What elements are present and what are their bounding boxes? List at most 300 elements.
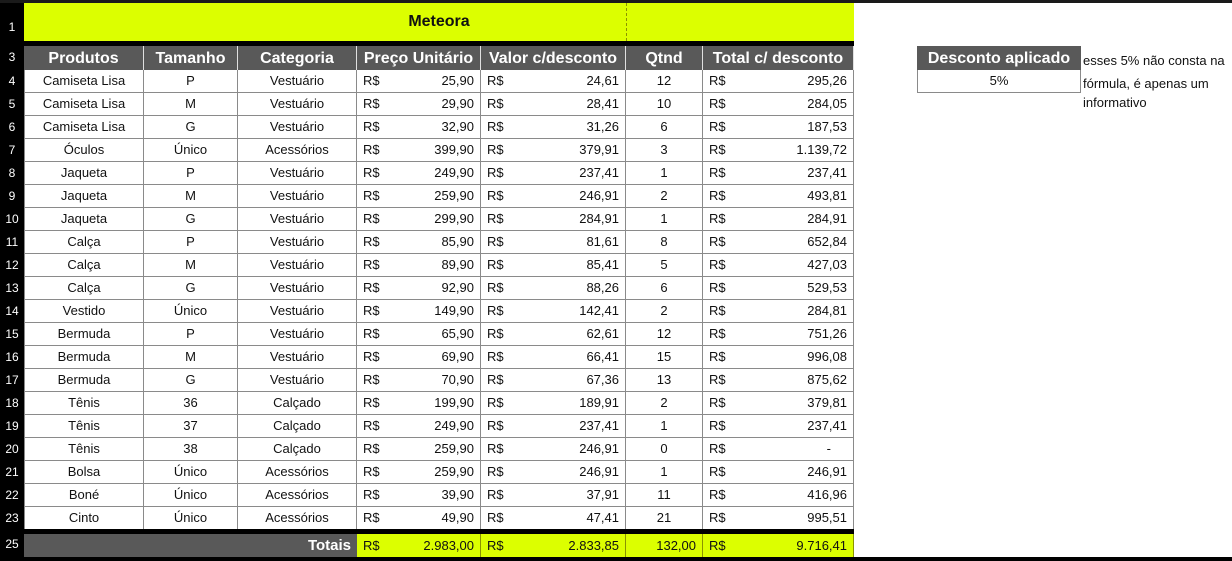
- currency-symbol: R$: [363, 96, 380, 111]
- cell-discounted-price[interactable]: [481, 392, 626, 415]
- cell-discounted-price[interactable]: [481, 323, 626, 346]
- cell-product[interactable]: Bermuda: [24, 323, 144, 346]
- cell-quantity[interactable]: 6: [626, 116, 703, 139]
- cell-total[interactable]: [703, 346, 854, 369]
- cell-size[interactable]: M: [144, 185, 238, 208]
- currency-symbol: R$: [709, 349, 726, 364]
- cell-product[interactable]: Bolsa: [24, 461, 144, 484]
- amount: 2.983,00: [423, 538, 474, 553]
- row-number[interactable]: 18: [5, 396, 19, 410]
- cell-category[interactable]: Acessórios: [238, 461, 357, 484]
- cell-unit-price[interactable]: [357, 369, 481, 392]
- row-number[interactable]: 10: [5, 212, 19, 226]
- cell-unit-price[interactable]: [357, 208, 481, 231]
- currency-symbol: R$: [363, 464, 380, 479]
- cell-product[interactable]: Tênis: [24, 415, 144, 438]
- currency-symbol: R$: [487, 188, 504, 203]
- row-number[interactable]: 19: [5, 419, 19, 433]
- cell-category[interactable]: Vestuário: [238, 116, 357, 139]
- cell-size[interactable]: P: [144, 162, 238, 185]
- amount: 47,41: [586, 510, 619, 525]
- row-number[interactable]: 1: [8, 20, 16, 34]
- row-number[interactable]: 5: [8, 97, 16, 111]
- cell-product[interactable]: Calça: [24, 277, 144, 300]
- cell-discounted-price[interactable]: [481, 162, 626, 185]
- currency-symbol: R$: [709, 188, 726, 203]
- amount: 249,90: [434, 418, 474, 433]
- cell-total[interactable]: [703, 116, 854, 139]
- cell-product[interactable]: Camiseta Lisa: [24, 116, 144, 139]
- amount: 259,90: [434, 188, 474, 203]
- cell-total[interactable]: [703, 139, 854, 162]
- amount: 246,91: [579, 464, 619, 479]
- currency-symbol: R$: [487, 280, 504, 295]
- amount: 69,90: [441, 349, 474, 364]
- header-quantity[interactable]: Qtnd: [626, 46, 703, 70]
- cell-size[interactable]: G: [144, 277, 238, 300]
- cell-discounted-price[interactable]: [481, 369, 626, 392]
- cell-discounted-price[interactable]: [481, 484, 626, 507]
- amount: 259,90: [434, 441, 474, 456]
- cell-category[interactable]: Vestuário: [238, 323, 357, 346]
- sheet-title: Meteora: [408, 13, 470, 30]
- cell-total[interactable]: [703, 231, 854, 254]
- cell-total[interactable]: [703, 93, 854, 116]
- cell-category[interactable]: Calçado: [238, 392, 357, 415]
- cell-product[interactable]: Calça: [24, 254, 144, 277]
- total-unit-price[interactable]: [357, 534, 481, 557]
- amount: 142,41: [579, 303, 619, 318]
- cell-unit-price[interactable]: [357, 185, 481, 208]
- currency-symbol: R$: [709, 418, 726, 433]
- header-product[interactable]: Produtos: [24, 46, 144, 70]
- cell-quantity[interactable]: 6: [626, 277, 703, 300]
- cell-product[interactable]: Calça: [24, 231, 144, 254]
- amount: 299,90: [434, 211, 474, 226]
- currency-symbol: R$: [487, 349, 504, 364]
- currency-symbol: R$: [363, 395, 380, 410]
- amount: 237,41: [807, 418, 847, 433]
- amount: 379,91: [579, 142, 619, 157]
- cell-product[interactable]: Tênis: [24, 438, 144, 461]
- cell-discounted-price[interactable]: [481, 208, 626, 231]
- cell-category[interactable]: Calçado: [238, 438, 357, 461]
- amount: 284,05: [807, 96, 847, 111]
- cell-discounted-price[interactable]: [481, 116, 626, 139]
- cell-product[interactable]: Jaqueta: [24, 162, 144, 185]
- cell-quantity[interactable]: 2: [626, 185, 703, 208]
- currency-symbol: R$: [487, 441, 504, 456]
- cell-product[interactable]: Óculos: [24, 139, 144, 162]
- amount: 246,91: [579, 441, 619, 456]
- cell-category[interactable]: Vestuário: [238, 70, 357, 93]
- cell-size[interactable]: G: [144, 369, 238, 392]
- currency-symbol: R$: [363, 188, 380, 203]
- amount: 427,03: [807, 257, 847, 272]
- currency-symbol: R$: [487, 119, 504, 134]
- totals-label[interactable]: Totais: [24, 534, 357, 557]
- cell-quantity[interactable]: 15: [626, 346, 703, 369]
- currency-symbol: R$: [487, 234, 504, 249]
- total-quantity[interactable]: [626, 534, 703, 557]
- cell-total[interactable]: [703, 300, 854, 323]
- cell-category[interactable]: Vestuário: [238, 185, 357, 208]
- amount: 85,90: [441, 234, 474, 249]
- cell-category[interactable]: Vestuário: [238, 162, 357, 185]
- currency-symbol: R$: [363, 326, 380, 341]
- currency-symbol: R$: [363, 211, 380, 226]
- amount: 28,41: [586, 96, 619, 111]
- currency-symbol: R$: [709, 119, 726, 134]
- note-line-2[interactable]: fórmula, é apenas um: [1083, 76, 1209, 91]
- currency-symbol: R$: [709, 487, 726, 502]
- cell-category[interactable]: Vestuário: [238, 208, 357, 231]
- currency-symbol: R$: [709, 372, 726, 387]
- cell-quantity[interactable]: 5: [626, 254, 703, 277]
- cell-discounted-price[interactable]: [481, 185, 626, 208]
- cell-discounted-price[interactable]: [481, 70, 626, 93]
- currency-symbol: R$: [363, 142, 380, 157]
- cell-size[interactable]: M: [144, 254, 238, 277]
- cell-unit-price[interactable]: [357, 323, 481, 346]
- amount: 1.139,72: [796, 142, 847, 157]
- row-number[interactable]: 17: [5, 373, 19, 387]
- cell-unit-price[interactable]: [357, 346, 481, 369]
- cell-category[interactable]: Calçado: [238, 415, 357, 438]
- currency-symbol: R$: [709, 234, 726, 249]
- cell-discounted-price[interactable]: [481, 231, 626, 254]
- cell-size[interactable]: Único: [144, 484, 238, 507]
- cell-category[interactable]: Vestuário: [238, 300, 357, 323]
- amount: 67,36: [586, 372, 619, 387]
- cell-category[interactable]: Vestuário: [238, 277, 357, 300]
- header-total[interactable]: Total c/ desconto: [703, 46, 854, 70]
- cell-total[interactable]: [703, 369, 854, 392]
- amount: 237,41: [579, 418, 619, 433]
- cell-size[interactable]: M: [144, 346, 238, 369]
- cell-size[interactable]: Único: [144, 507, 238, 530]
- cell-product[interactable]: Tênis: [24, 392, 144, 415]
- currency-symbol: R$: [709, 510, 726, 525]
- cell-product[interactable]: Vestido: [24, 300, 144, 323]
- amount: 2.833,85: [568, 538, 619, 553]
- cell-quantity[interactable]: 3: [626, 139, 703, 162]
- cell-unit-price[interactable]: [357, 438, 481, 461]
- header-unit-price[interactable]: Preço Unitário: [357, 46, 481, 70]
- cell-quantity[interactable]: 11: [626, 484, 703, 507]
- cell-quantity[interactable]: 1: [626, 208, 703, 231]
- cell-discounted-price[interactable]: [481, 415, 626, 438]
- currency-symbol: R$: [363, 510, 380, 525]
- amount: 132,00: [656, 538, 696, 553]
- row-number[interactable]: 3: [8, 50, 16, 64]
- currency-symbol: R$: [363, 119, 380, 134]
- amount: 85,41: [586, 257, 619, 272]
- cell-unit-price[interactable]: [357, 415, 481, 438]
- amount: 529,53: [807, 280, 847, 295]
- cell-discounted-price[interactable]: [481, 93, 626, 116]
- cell-quantity[interactable]: 1: [626, 461, 703, 484]
- header-discounted-price[interactable]: Valor c/desconto: [481, 46, 626, 70]
- currency-symbol: R$: [363, 538, 380, 553]
- amount: 284,81: [807, 303, 847, 318]
- cell-size[interactable]: M: [144, 93, 238, 116]
- cell-quantity[interactable]: 12: [626, 323, 703, 346]
- cell-size[interactable]: 38: [144, 438, 238, 461]
- cell-category[interactable]: Vestuário: [238, 254, 357, 277]
- cell-unit-price[interactable]: [357, 162, 481, 185]
- cell-discounted-price[interactable]: [481, 139, 626, 162]
- cell-unit-price[interactable]: [357, 231, 481, 254]
- amount: 237,41: [579, 165, 619, 180]
- cell-unit-price[interactable]: [357, 300, 481, 323]
- cell-total[interactable]: [703, 208, 854, 231]
- currency-symbol: R$: [487, 538, 504, 553]
- currency-symbol: R$: [363, 165, 380, 180]
- cell-total[interactable]: [703, 185, 854, 208]
- amount: -: [826, 441, 831, 456]
- cell-quantity[interactable]: 0: [626, 438, 703, 461]
- row-number[interactable]: 8: [8, 166, 16, 180]
- cell-total[interactable]: [703, 162, 854, 185]
- cell-total[interactable]: [703, 484, 854, 507]
- row-number[interactable]: 9: [8, 189, 16, 203]
- note-line-1[interactable]: esses 5% não consta na: [1083, 53, 1225, 68]
- currency-symbol: R$: [487, 326, 504, 341]
- amount: 295,26: [807, 73, 847, 88]
- note-line-3[interactable]: informativo: [1083, 95, 1147, 110]
- amount: 751,26: [807, 326, 847, 341]
- cell-unit-price[interactable]: [357, 484, 481, 507]
- cell-discounted-price[interactable]: [481, 507, 626, 530]
- currency-symbol: R$: [709, 211, 726, 226]
- cell-product[interactable]: Jaqueta: [24, 185, 144, 208]
- cell-size[interactable]: P: [144, 70, 238, 93]
- total-total[interactable]: [703, 534, 854, 557]
- row-number[interactable]: 25: [5, 537, 19, 551]
- amount: 199,90: [434, 395, 474, 410]
- amount: 89,90: [441, 257, 474, 272]
- row-number[interactable]: 4: [8, 74, 16, 88]
- amount: 187,53: [807, 119, 847, 134]
- cell-product[interactable]: Camiseta Lisa: [24, 70, 144, 93]
- row-number[interactable]: 7: [8, 143, 16, 157]
- cell-quantity[interactable]: 2: [626, 392, 703, 415]
- currency-symbol: R$: [363, 234, 380, 249]
- cell-product[interactable]: Jaqueta: [24, 208, 144, 231]
- currency-symbol: R$: [363, 372, 380, 387]
- amount: 416,96: [807, 487, 847, 502]
- cell-unit-price[interactable]: [357, 93, 481, 116]
- cell-size[interactable]: 36: [144, 392, 238, 415]
- currency-symbol: R$: [709, 96, 726, 111]
- cell-total[interactable]: [703, 507, 854, 530]
- cell-discounted-price[interactable]: [481, 254, 626, 277]
- cell-size[interactable]: G: [144, 208, 238, 231]
- amount: 379,81: [807, 395, 847, 410]
- row-number[interactable]: 11: [5, 235, 19, 249]
- amount: 493,81: [807, 188, 847, 203]
- amount: 65,90: [441, 326, 474, 341]
- cell-quantity[interactable]: 10: [626, 93, 703, 116]
- cell-discounted-price[interactable]: [481, 346, 626, 369]
- cell-category[interactable]: Vestuário: [238, 369, 357, 392]
- amount: 62,61: [586, 326, 619, 341]
- cell-size[interactable]: Único: [144, 300, 238, 323]
- cell-size[interactable]: Único: [144, 139, 238, 162]
- row-number[interactable]: 22: [5, 488, 19, 502]
- total-discounted-price[interactable]: [481, 534, 626, 557]
- cell-unit-price[interactable]: [357, 116, 481, 139]
- discount-value[interactable]: 5%: [917, 70, 1081, 93]
- row-headers: [0, 3, 24, 561]
- currency-symbol: R$: [363, 441, 380, 456]
- currency-symbol: R$: [363, 280, 380, 295]
- amount: 9.716,41: [796, 538, 847, 553]
- cell-category[interactable]: Acessórios: [238, 139, 357, 162]
- row-number[interactable]: 13: [5, 281, 19, 295]
- currency-symbol: R$: [709, 142, 726, 157]
- currency-symbol: R$: [709, 280, 726, 295]
- cell-category[interactable]: Vestuário: [238, 346, 357, 369]
- cell-total[interactable]: [703, 392, 854, 415]
- cell-quantity[interactable]: 12: [626, 70, 703, 93]
- cell-quantity[interactable]: 1: [626, 415, 703, 438]
- row-number[interactable]: 21: [5, 465, 19, 479]
- cell-quantity[interactable]: 8: [626, 231, 703, 254]
- header-size[interactable]: Tamanho: [144, 46, 238, 70]
- cell-unit-price[interactable]: [357, 277, 481, 300]
- cell-discounted-price[interactable]: [481, 438, 626, 461]
- cell-quantity[interactable]: 1: [626, 162, 703, 185]
- amount: 49,90: [441, 510, 474, 525]
- currency-symbol: R$: [487, 464, 504, 479]
- amount: 31,26: [586, 119, 619, 134]
- cell-size[interactable]: P: [144, 323, 238, 346]
- amount: 149,90: [434, 303, 474, 318]
- amount: 875,62: [807, 372, 847, 387]
- cell-total[interactable]: [703, 254, 854, 277]
- amount: 996,08: [807, 349, 847, 364]
- currency-symbol: R$: [363, 73, 380, 88]
- cell-discounted-price[interactable]: [481, 277, 626, 300]
- currency-symbol: R$: [363, 257, 380, 272]
- currency-symbol: R$: [487, 257, 504, 272]
- row-number[interactable]: 20: [5, 442, 19, 456]
- row-number[interactable]: 14: [5, 304, 19, 318]
- cell-product[interactable]: Boné: [24, 484, 144, 507]
- cell-quantity[interactable]: 13: [626, 369, 703, 392]
- cell-unit-price[interactable]: [357, 139, 481, 162]
- amount: 39,90: [441, 487, 474, 502]
- cell-size[interactable]: Único: [144, 461, 238, 484]
- cell-unit-price[interactable]: [357, 461, 481, 484]
- currency-symbol: R$: [487, 96, 504, 111]
- currency-symbol: R$: [487, 73, 504, 88]
- currency-symbol: R$: [487, 395, 504, 410]
- currency-symbol: R$: [363, 418, 380, 433]
- currency-symbol: R$: [487, 303, 504, 318]
- row-number[interactable]: 12: [5, 258, 19, 272]
- currency-symbol: R$: [709, 326, 726, 341]
- amount: 995,51: [807, 510, 847, 525]
- currency-symbol: R$: [709, 257, 726, 272]
- currency-symbol: R$: [363, 349, 380, 364]
- amount: 25,90: [441, 73, 474, 88]
- currency-symbol: R$: [487, 487, 504, 502]
- cell-quantity[interactable]: 21: [626, 507, 703, 530]
- currency-symbol: R$: [487, 165, 504, 180]
- cell-discounted-price[interactable]: [481, 461, 626, 484]
- cell-quantity[interactable]: 2: [626, 300, 703, 323]
- cell-category[interactable]: Vestuário: [238, 231, 357, 254]
- currency-symbol: R$: [487, 372, 504, 387]
- amount: 284,91: [579, 211, 619, 226]
- currency-symbol: R$: [487, 211, 504, 226]
- cell-size[interactable]: P: [144, 231, 238, 254]
- currency-symbol: R$: [709, 441, 726, 456]
- cell-category[interactable]: Vestuário: [238, 93, 357, 116]
- cell-product[interactable]: Bermuda: [24, 346, 144, 369]
- cell-product[interactable]: Bermuda: [24, 369, 144, 392]
- currency-symbol: R$: [363, 487, 380, 502]
- amount: 37,91: [586, 487, 619, 502]
- cell-category[interactable]: Acessórios: [238, 484, 357, 507]
- currency-symbol: R$: [709, 303, 726, 318]
- header-category[interactable]: Categoria: [238, 46, 357, 70]
- amount: 652,84: [807, 234, 847, 249]
- cell-total[interactable]: [703, 277, 854, 300]
- cell-unit-price[interactable]: [357, 70, 481, 93]
- currency-symbol: R$: [709, 73, 726, 88]
- cell-size[interactable]: 37: [144, 415, 238, 438]
- currency-symbol: R$: [487, 418, 504, 433]
- amount: 284,91: [807, 211, 847, 226]
- cell-total[interactable]: [703, 461, 854, 484]
- cell-discounted-price[interactable]: [481, 300, 626, 323]
- cell-unit-price[interactable]: [357, 507, 481, 530]
- currency-symbol: R$: [709, 538, 726, 553]
- currency-symbol: R$: [363, 303, 380, 318]
- cell-total[interactable]: [703, 323, 854, 346]
- currency-symbol: R$: [709, 464, 726, 479]
- currency-symbol: R$: [709, 395, 726, 410]
- cell-total[interactable]: [703, 70, 854, 93]
- cell-total[interactable]: [703, 438, 854, 461]
- row-number[interactable]: 6: [8, 120, 16, 134]
- row-number[interactable]: 15: [5, 327, 19, 341]
- row-number[interactable]: 16: [5, 350, 19, 364]
- cell-unit-price[interactable]: [357, 392, 481, 415]
- currency-symbol: R$: [487, 510, 504, 525]
- amount: 29,90: [441, 96, 474, 111]
- amount: 237,41: [807, 165, 847, 180]
- amount: 259,90: [434, 464, 474, 479]
- amount: 24,61: [586, 73, 619, 88]
- cell-unit-price[interactable]: [357, 254, 481, 277]
- cell-product[interactable]: Camiseta Lisa: [24, 93, 144, 116]
- amount: 70,90: [441, 372, 474, 387]
- cell-category[interactable]: Acessórios: [238, 507, 357, 530]
- row-number[interactable]: 23: [5, 511, 19, 525]
- cell-product[interactable]: Cinto: [24, 507, 144, 530]
- amount: 66,41: [586, 349, 619, 364]
- cell-size[interactable]: G: [144, 116, 238, 139]
- amount: 88,26: [586, 280, 619, 295]
- cell-total[interactable]: [703, 415, 854, 438]
- amount: 81,61: [586, 234, 619, 249]
- discount-header[interactable]: Desconto aplicado: [917, 46, 1081, 70]
